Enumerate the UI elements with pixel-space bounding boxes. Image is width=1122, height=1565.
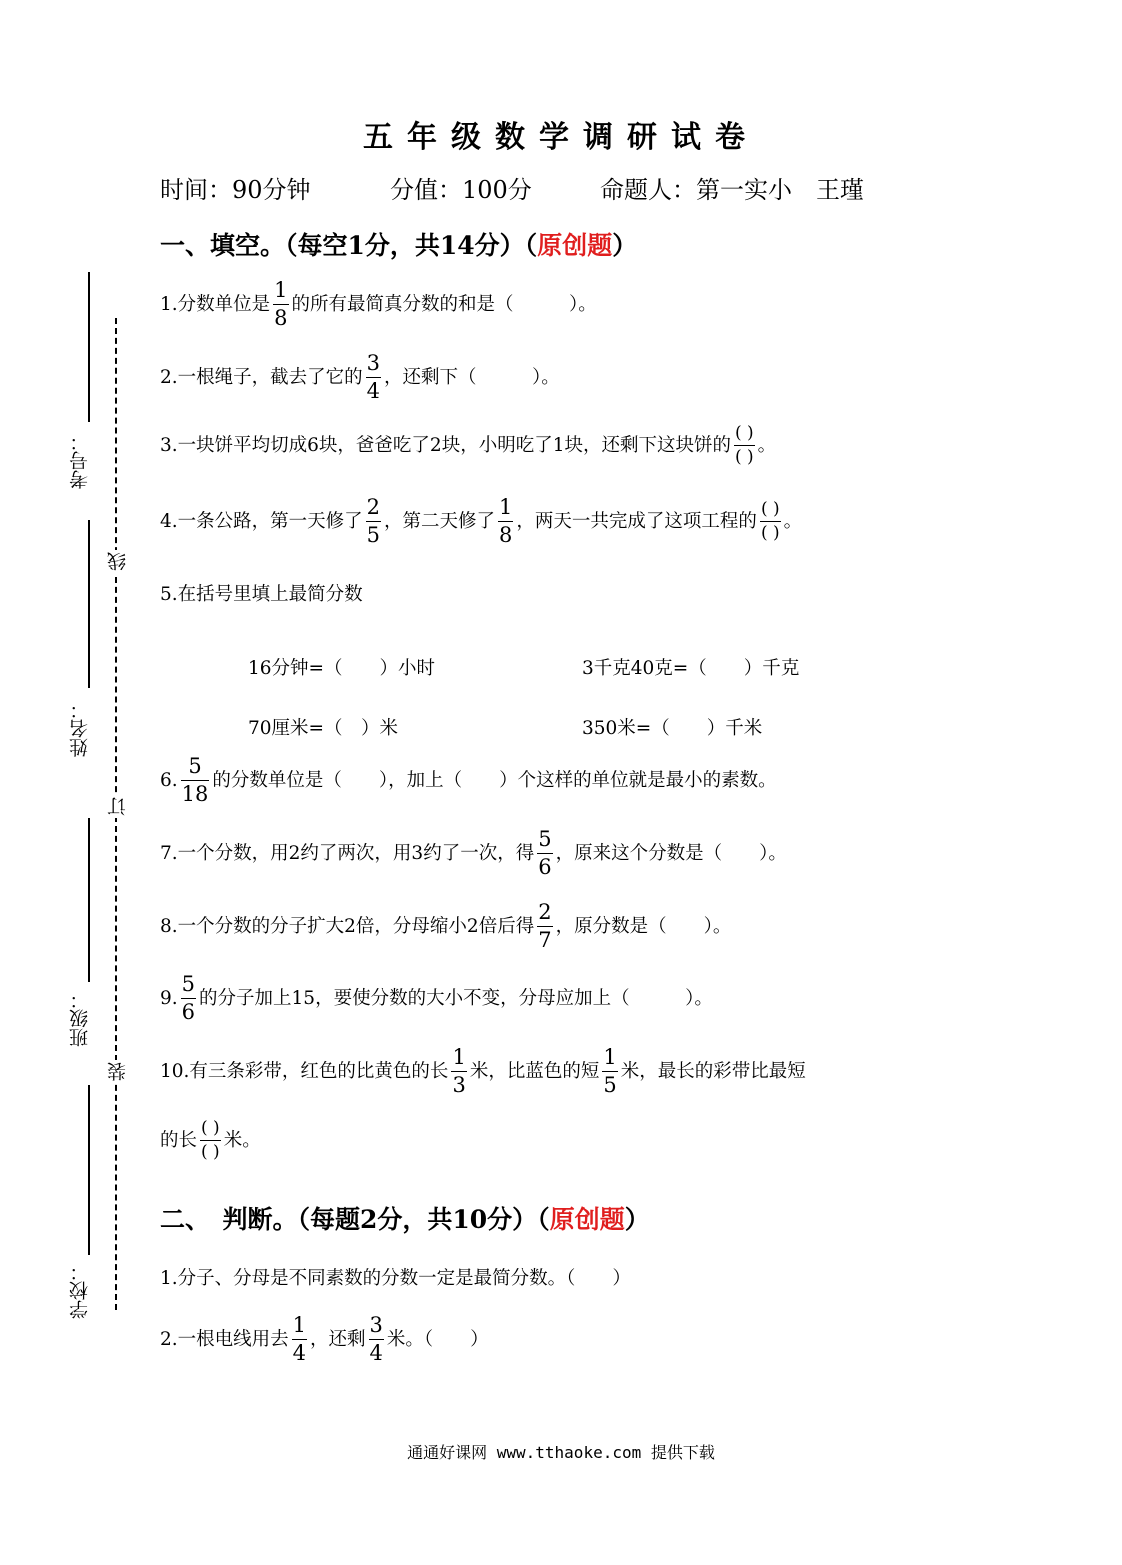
j2-text-c: 米。（ ） [386,1328,489,1350]
denominator: 6 [181,1000,196,1024]
label-xingming: 姓名： [69,700,91,757]
fraction [498,497,513,546]
j2-text-b: ，还剩 [310,1328,366,1350]
xuexiao-line [88,1085,90,1255]
fraction [537,829,552,878]
page-footer: 通通好课网 www.tthaoke.com 提供下载 [407,1443,715,1462]
denominator: 3 [452,1073,466,1097]
label-xuexiao: 学校： [69,1262,91,1319]
q4-text-b: ，第二天修了 [384,510,496,532]
q4-text-e: 。 [783,510,803,532]
blank-fraction [200,1120,221,1161]
q5-item-4: 350米=（ ）千米 [582,718,763,739]
q6-text-a: 6. [160,769,178,791]
mark-xian: 线 [104,550,131,573]
denominator: ( ) [734,447,754,467]
section-1-tag: 原创题 [537,231,613,260]
q10-text-line2a: 的长 [160,1129,198,1151]
denominator: 8 [274,306,288,330]
section-2-heading [160,1200,650,1236]
label-banji: 班级： [69,990,91,1047]
denominator: ( ) [760,523,780,543]
q9-text-a: 9. [160,987,178,1009]
numerator: 5 [538,827,552,851]
fraction [366,353,381,402]
denominator: 5 [603,1073,617,1097]
q5-text-a: 5.在括号里填上最简分数 [160,584,363,605]
fraction [292,1315,307,1364]
numerator: 5 [188,754,202,778]
question-9 [160,974,713,1023]
question-1 [160,280,597,329]
kaohao-line [88,272,90,422]
numerator: 1 [603,1045,617,1069]
denominator: 4 [369,1341,383,1365]
q7-text-b: ，原来这个分数是（ ）。 [555,842,787,864]
q8-text-b: ，原分数是（ ）。 [555,915,732,937]
denominator: 6 [538,855,552,879]
exam-time: 时间：90分钟 [160,176,311,204]
numerator: 1 [452,1045,466,1069]
q3-text-b: 。 [757,434,777,456]
label-kaohao: 考号： [69,432,91,489]
numerator: 1 [499,495,513,519]
j2-text-a: 2.一根电线用去 [160,1328,289,1350]
numerator: 1 [292,1313,307,1337]
denominator: 4 [366,379,381,403]
numerator: ( ) [760,499,780,519]
question-10 [160,1047,806,1096]
question-4 [160,497,802,546]
q9-text-b: 的分子加上15，要使分数的大小不变，分母应加上（ ）。 [199,987,713,1009]
question-3 [160,425,776,466]
banji-line [88,818,90,982]
denominator: 7 [538,928,552,952]
question-5 [160,580,363,610]
numerator: 3 [366,351,381,375]
fraction [451,1047,466,1096]
judge-1 [160,1264,631,1294]
q10-text-b: 米，比蓝色的短 [469,1060,600,1082]
q10-text-a: 10.有三条彩带，红色的比黄色的长 [160,1060,449,1082]
fraction [602,1047,617,1096]
q8-text-a: 8.一个分数的分子扩大2倍，分母缩小2倍后得 [160,915,535,937]
blank-fraction [734,425,755,466]
numerator: 1 [274,278,288,302]
q1-text-b: 的所有最简真分数的和是（ ）。 [291,293,597,315]
numerator: 2 [538,900,552,924]
q4-text-c: ，两天一共完成了这项工程的 [516,510,757,532]
fraction [537,902,552,951]
blank-fraction [760,501,781,542]
fraction [181,974,196,1023]
judge-2 [160,1315,489,1364]
j1-text: 1.分子、分母是不同素数的分数一定是最简分数。（ ） [160,1268,631,1289]
mark-ding: 订 [104,795,131,818]
q6-text-b: 的分数单位是（ ），加上（ ）个这样的单位就是最小的素数。 [212,769,777,791]
q2-text-b: ，还剩下（ ）。 [384,366,560,388]
q4-text-a: 4.一条公路，第一天修了 [160,510,363,532]
xingming-line [88,520,90,688]
section-2-label: 二、 判断。（每题2分，共10分）（ [160,1205,550,1234]
q5-item-2: 3千克40克=（ ）千克 [582,658,800,679]
question-6 [160,756,777,805]
question-10-line-2 [160,1120,261,1161]
q2-text-a: 2.一根绳子，截去了它的 [160,366,363,388]
section-2-close: ） [624,1205,650,1234]
denominator: 18 [181,782,209,806]
exam-score: 分值：100分 [390,176,532,204]
denominator: ( ) [201,1142,220,1162]
numerator: ( ) [201,1118,220,1138]
question-8 [160,902,731,951]
fraction [369,1315,384,1364]
q3-text-a: 3.一块饼平均切成6块，爸爸吃了2块，小明吃了1块，还剩下这块饼的 [160,434,731,456]
denominator: 5 [366,523,381,547]
fraction [181,756,210,805]
page-title: 五年级数学调研试卷 [363,120,759,155]
numerator: ( ) [734,423,754,443]
fraction [366,497,381,546]
exam-author: 命题人：第一实小 王瑾 [600,176,864,204]
q1-text-a: 1.分数单位是 [160,293,271,315]
q5-item-3: 70厘米=（ ）米 [248,718,399,739]
fraction [273,280,288,329]
q10-text-line2b: 米。 [223,1129,261,1151]
question-7 [160,829,787,878]
q7-text-a: 7.一个分数，用2约了两次，用3约了一次，得 [160,842,535,864]
numerator: 5 [181,972,196,996]
mark-zhuang: 装 [104,1060,131,1083]
section-2-tag: 原创题 [549,1205,625,1234]
question-2 [160,353,560,402]
section-1-label: 一、填空。（每空1分，共14分）（ [160,231,538,260]
denominator: 8 [499,523,513,547]
numerator: 2 [366,495,381,519]
q10-text-c: 米，最长的彩带比最短 [620,1060,806,1082]
section-1-heading [160,226,637,262]
q5-item-1: 16分钟=（ ）小时 [248,658,436,679]
numerator: 3 [369,1313,383,1337]
denominator: 4 [292,1341,307,1365]
section-1-close: ） [612,231,638,260]
